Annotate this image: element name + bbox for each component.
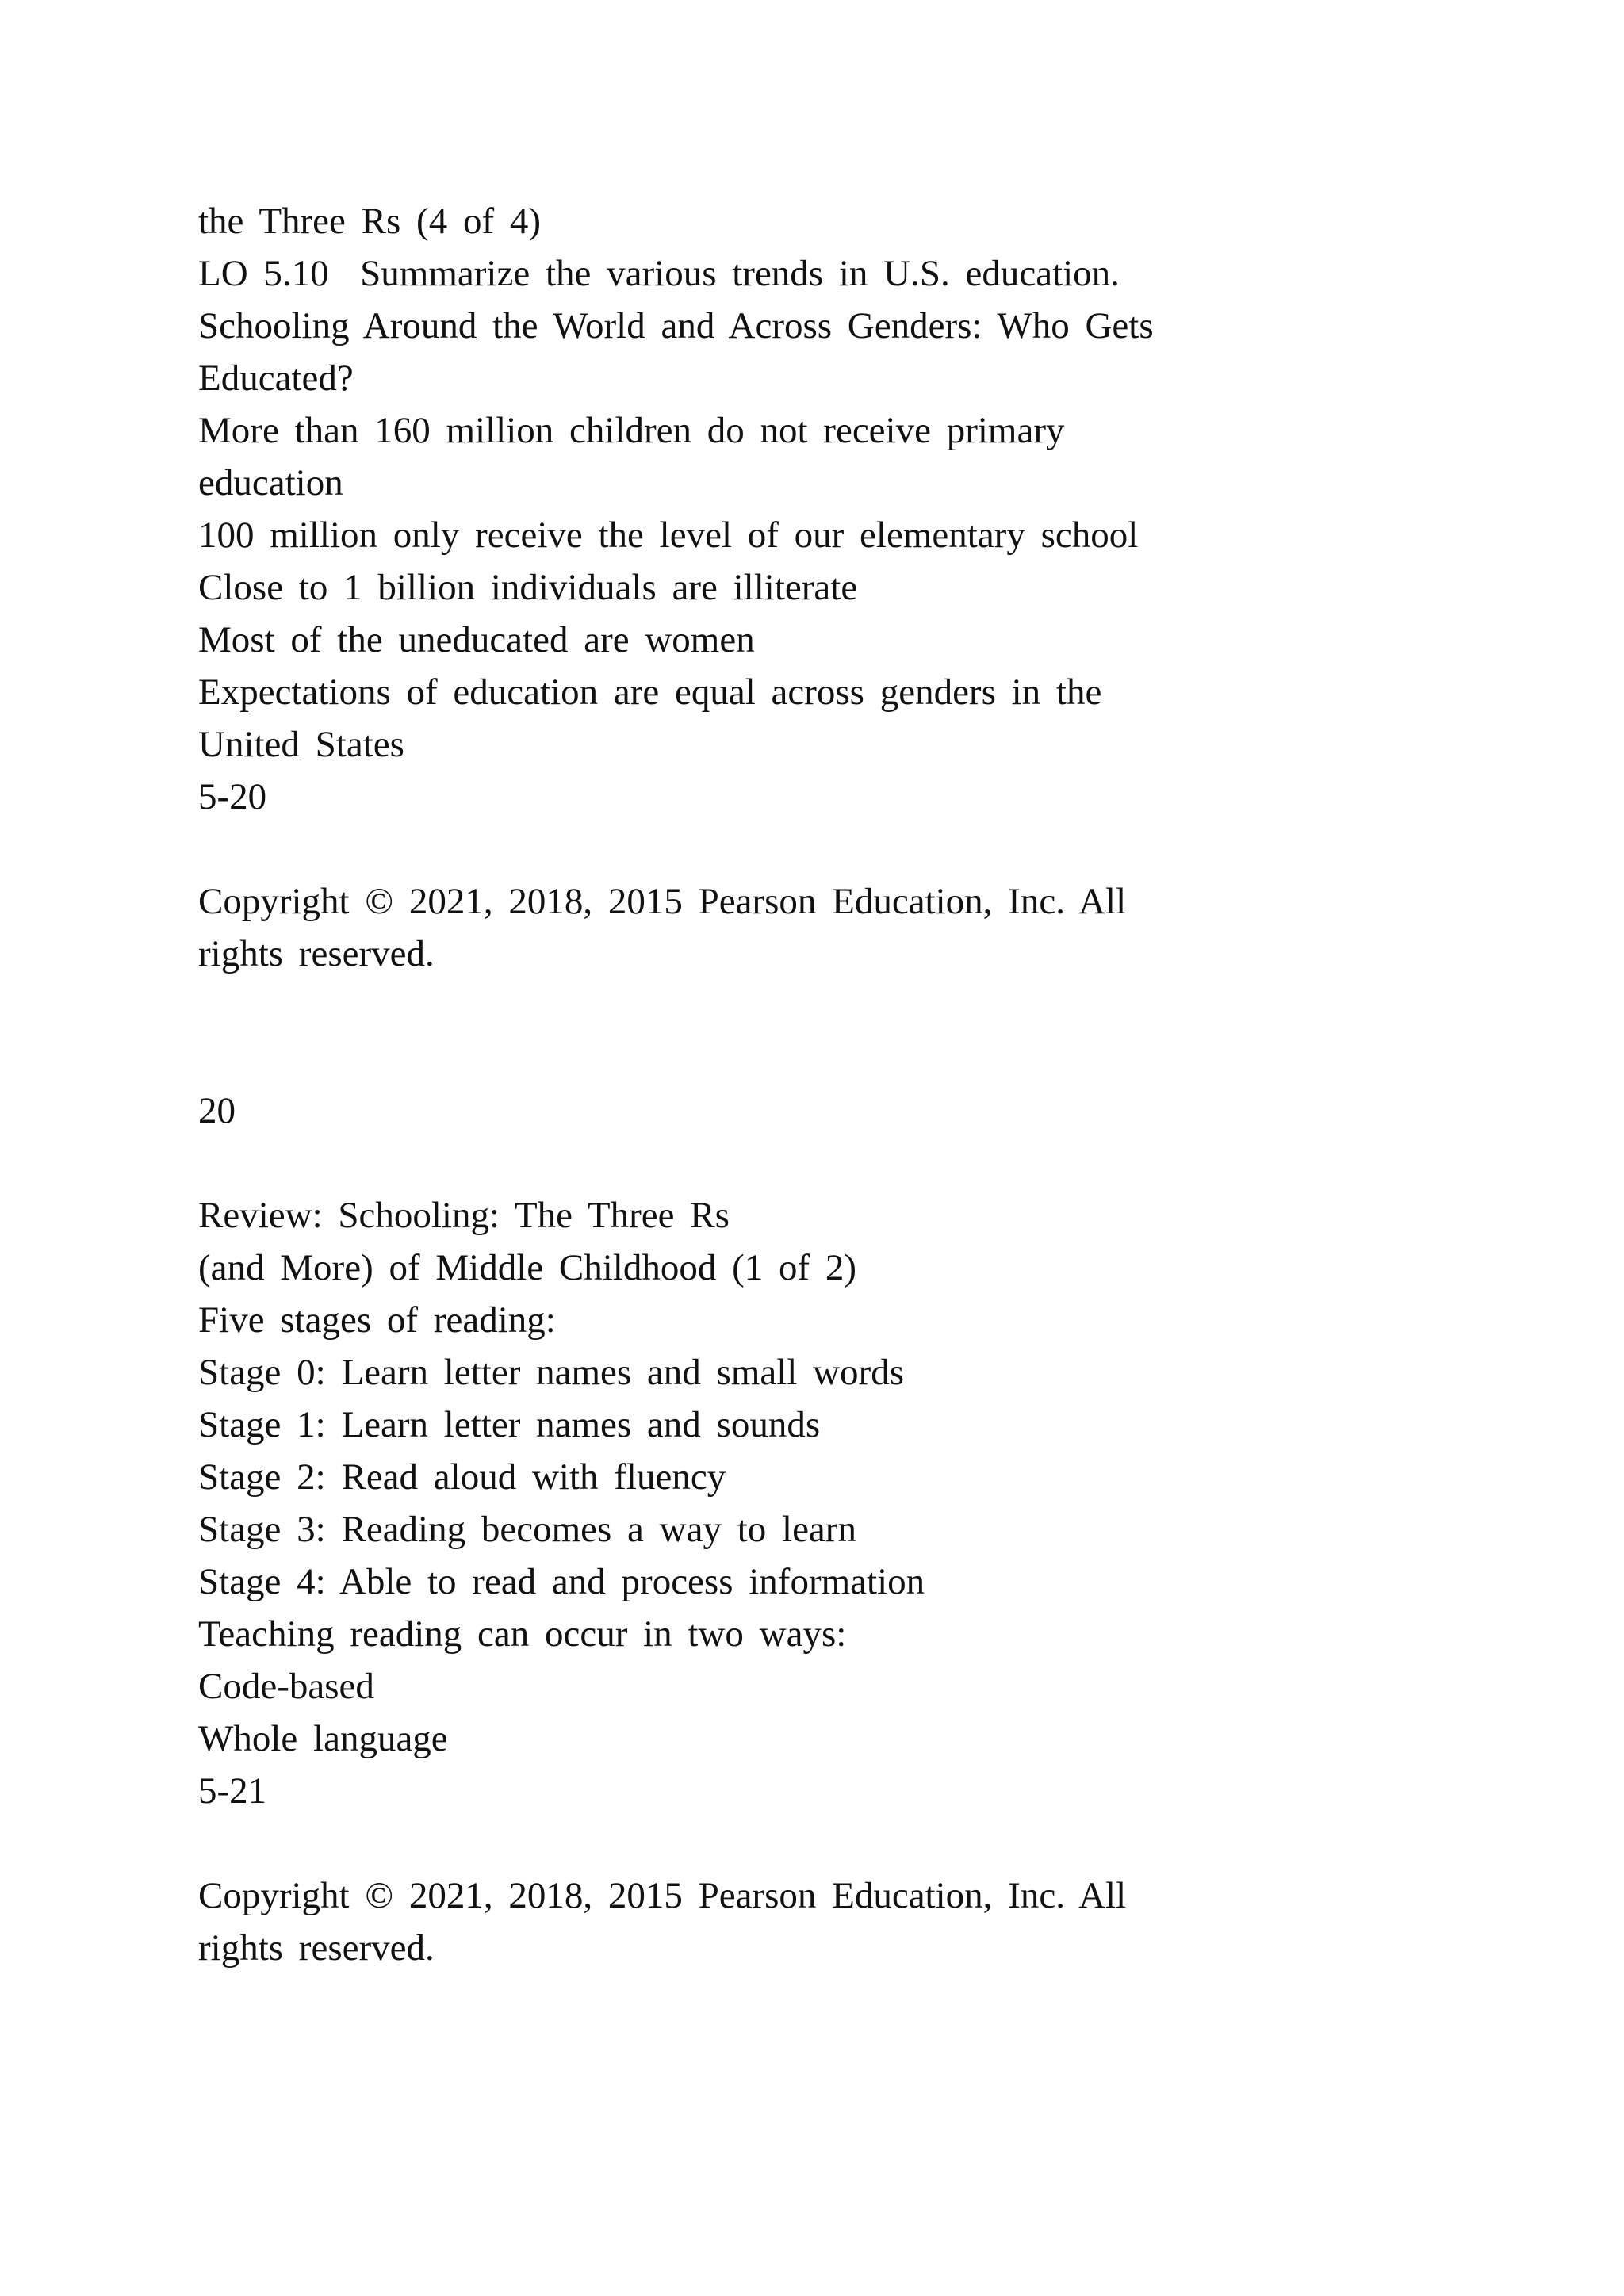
section1-text-line: education [198,462,343,503]
section1-text-line: Expectations of education are equal across genders in the [198,672,1102,713]
section2-text-line: Stage 0: Learn letter names and small words [198,1352,904,1393]
section2-text-line: Five stages of reading: [198,1299,556,1341]
section2-title-line-1: Review: Schooling: The Three Rs [198,1195,730,1236]
section1-text-line: Most of the uneducated are women [198,619,755,660]
section2-text-line: Stage 2: Read aloud with fluency [198,1456,726,1498]
section1-heading-line-2: Educated? [198,358,354,399]
section2-text-line: Code-based [198,1666,374,1707]
section2-text-line: Stage 4: Able to read and process information [198,1561,925,1602]
section2-text-line: Whole language [198,1718,448,1759]
blank-line [198,1032,1546,1085]
section2-text-line: Stage 3: Reading becomes a way to learn [198,1509,856,1550]
section1-text-line: 100 million only receive the level of our elementary school [198,515,1139,556]
page-number: 20 [198,1090,236,1131]
section2-slide-number: 5-21 [198,1770,267,1812]
section1-text-line: More than 160 million children do not receive primary [198,410,1065,451]
section2-title-line-2: (and More) of Middle Childhood (1 of 2) [198,1247,857,1288]
blank-line [198,980,1546,1032]
document-page [198,195,1546,1974]
section2-text-line: Stage 1: Learn letter names and sounds [198,1404,821,1445]
section1-text-line: United States [198,724,404,765]
blank-line [198,1817,1546,1869]
section1-text-line: Close to 1 billion individuals are illiterate [198,567,858,608]
section1-heading-line-1: Schooling Around the World and Across Genders: Who Gets [198,305,1154,346]
section2-copyright-line-1: Copyright © 2021, 2018, 2015 Pearson Education, Inc. All [198,1875,1127,1916]
section1-learning-objective: LO 5.10 Summarize the various trends in U.S. education. [198,253,1120,294]
section2-copyright-line-2: rights reserved. [198,1927,435,1969]
blank-line [198,1137,1546,1189]
blank-line [198,823,1546,875]
section1-title-line: the Three Rs (4 of 4) [198,201,541,242]
section1-copyright-line-1: Copyright © 2021, 2018, 2015 Pearson Education, Inc. All [198,881,1127,922]
section2-text-line: Teaching reading can occur in two ways: [198,1613,847,1655]
section1-copyright-line-2: rights reserved. [198,933,435,974]
section1-slide-number: 5-20 [198,776,267,817]
